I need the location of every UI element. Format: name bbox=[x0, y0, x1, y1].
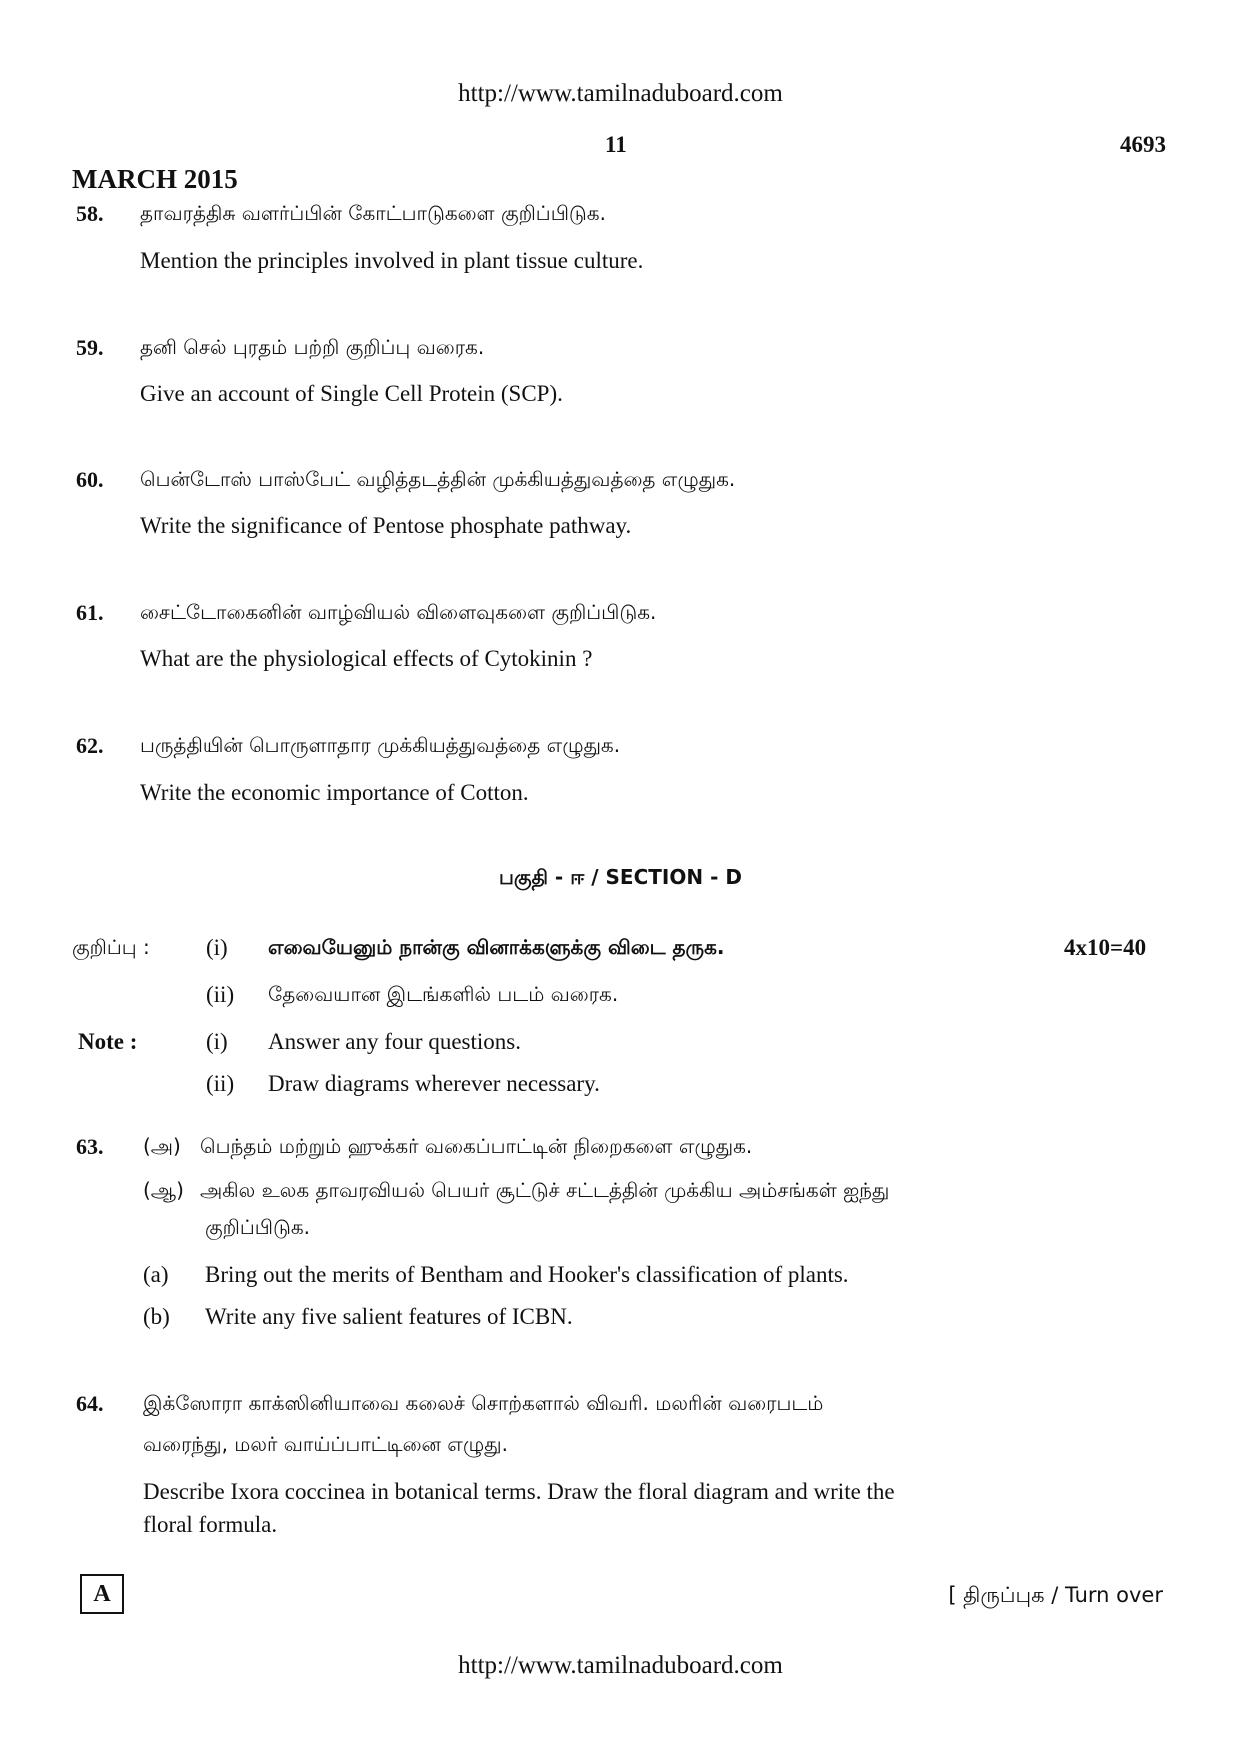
sub-label: (அ) bbox=[143, 1134, 181, 1158]
question-english: Mention the principles involved in plant tissue culture. bbox=[140, 248, 644, 273]
question-english: Write any five salient features of ICBN. bbox=[205, 1304, 573, 1329]
note-roman-ii: (ii) bbox=[206, 1071, 235, 1096]
note-i-tamil: எவையேனும் நான்கு வினாக்களுக்கு விடை தருக. bbox=[268, 935, 725, 959]
sub-label: (ஆ) bbox=[143, 1178, 184, 1202]
section-marks: 4x10=40 bbox=[1064, 935, 1147, 960]
question-tamil: பெந்தம் மற்றும் ஹுக்கர் வகைப்பாட்டின் நிறைகளை எழுதுக. bbox=[200, 1134, 753, 1158]
question-english: floral formula. bbox=[143, 1512, 278, 1537]
question-tamil: தனி செல் புரதம் பற்றி குறிப்பு வரைக. bbox=[140, 335, 485, 359]
question-english: Write the significance of Pentose phosphate pathway. bbox=[140, 513, 632, 538]
question-tamil: வரைந்து, மலர் வாய்ப்பாட்டினை எழுது. bbox=[143, 1432, 508, 1456]
exam-title: MARCH 2015 bbox=[72, 164, 238, 194]
paper-code: 4693 bbox=[1120, 132, 1166, 157]
question-english: What are the physiological effects of Cytokinin ? bbox=[140, 646, 593, 671]
sub-label: (a) bbox=[143, 1262, 169, 1287]
question-english: Describe Ixora coccinea in botanical terms. Draw the floral diagram and write the bbox=[143, 1479, 895, 1504]
question-english: Bring out the merits of Bentham and Hooker's classification of plants. bbox=[205, 1262, 849, 1287]
sub-label: (b) bbox=[143, 1304, 170, 1329]
note-roman-i: (i) bbox=[206, 935, 228, 960]
question-number: 59. bbox=[76, 335, 104, 360]
note-ii-english: Draw diagrams wherever necessary. bbox=[268, 1071, 600, 1096]
question-tamil: தாவரத்திசு வளர்ப்பின் கோட்பாடுகளை குறிப்பிடுக. bbox=[140, 201, 606, 225]
question-tamil: இக்ஸோரா காக்ஸினியாவை கலைச் சொற்களால் விவரி. மலரின் வரைபடம் bbox=[143, 1391, 824, 1415]
booklet-version-box: A bbox=[80, 1574, 124, 1614]
source-url-bottom: http://www.tamilnaduboard.com bbox=[458, 1652, 783, 1679]
question-tamil: பென்டோஸ் பாஸ்பேட் வழித்தடத்தின் முக்கியத்துவத்தை எழுதுக. bbox=[140, 467, 736, 491]
question-english: Write the economic importance of Cotton. bbox=[140, 780, 529, 805]
note-label-tamil: குறிப்பு : bbox=[72, 935, 150, 959]
section-title: பகுதி - ஈ / SECTION - D bbox=[499, 865, 742, 889]
turn-over-text: [ திருப்புக / Turn over bbox=[948, 1583, 1163, 1607]
note-roman-ii: (ii) bbox=[206, 982, 235, 1007]
page-number: 11 bbox=[605, 132, 627, 157]
question-tamil: குறிப்பிடுக. bbox=[205, 1215, 310, 1239]
question-number: 62. bbox=[76, 733, 104, 758]
note-i-english: Answer any four questions. bbox=[268, 1029, 521, 1054]
question-tamil: அகில உலக தாவரவியல் பெயர் சூட்டுச் சட்டத்தின் முக்கிய அம்சங்கள் ஐந்து bbox=[200, 1178, 890, 1202]
note-ii-tamil: தேவையான இடங்களில் படம் வரைக. bbox=[268, 982, 619, 1006]
question-number: 64. bbox=[76, 1391, 104, 1416]
source-url-top: http://www.tamilnaduboard.com bbox=[458, 80, 783, 107]
note-roman-i: (i) bbox=[206, 1029, 228, 1054]
note-label-english: Note : bbox=[78, 1029, 138, 1054]
question-tamil: பருத்தியின் பொருளாதார முக்கியத்துவத்தை எழுதுக. bbox=[140, 733, 621, 757]
question-tamil: சைட்டோகைனின் வாழ்வியல் விளைவுகளை குறிப்பிடுக. bbox=[140, 600, 657, 624]
question-number: 63. bbox=[76, 1134, 104, 1159]
question-number: 58. bbox=[76, 201, 104, 226]
question-number: 60. bbox=[76, 467, 104, 492]
question-english: Give an account of Single Cell Protein (SCP). bbox=[140, 381, 563, 406]
question-number: 61. bbox=[76, 600, 104, 625]
